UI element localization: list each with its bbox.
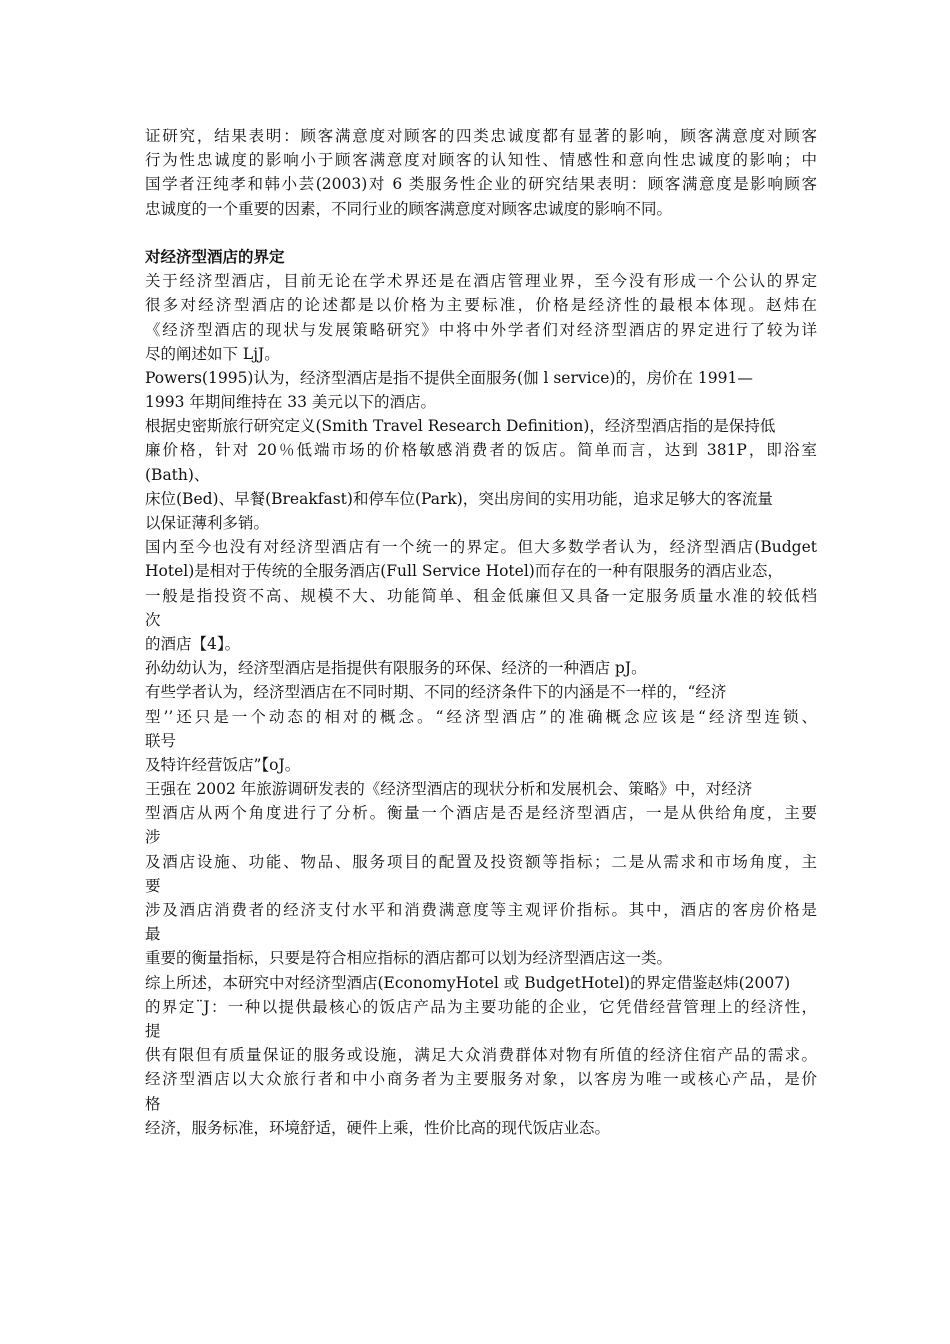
text-line: 国内至今也没有对经济型酒店有一个统一的界定。但大多数学者认为，经济型酒店(Budget: [145, 538, 817, 557]
text-line: 联号: [145, 731, 177, 750]
text-line: 的界定¨J：一种以提供最核心的饭店产品为主要功能的企业，它凭借经营管理上的经济性，: [145, 997, 817, 1016]
paragraph-gap: [145, 221, 817, 245]
text-line: 型酒店从两个角度进行了分析。衡量一个酒店是否是经济型酒店，一是从供给角度，主要: [145, 804, 817, 823]
text-line: 根据史密斯旅行研究定义(Smith Travel Research Definition)，经济型酒店指的是保持低: [145, 417, 776, 436]
text-line: 1993 年期间维持在 33 美元以下的酒店。: [145, 393, 436, 412]
text-line: 涉: [145, 828, 161, 847]
text-line: 要: [145, 876, 161, 895]
text-line: Powers(1995)认为，经济型酒店是指不提供全面服务(伽 l service)的，房价在 1991—: [145, 368, 753, 387]
section-body: [145, 269, 817, 1140]
text-line: 廉价格，针对 20％低端市场的价格敏感消费者的饭店。简单而言，达到 381P，即浴室: [145, 441, 817, 460]
text-line: 证研究，结果表明：顾客满意度对顾客的四类忠诚度都有显著的影响，顾客满意度对顾客: [145, 127, 817, 145]
text-line: 忠诚度的一个重要的因素，不同行业的顾客满意度对顾客忠诚度的影响不同。: [145, 199, 673, 218]
text-line: 提: [145, 1021, 161, 1040]
text-line: 以保证薄利多销。: [145, 514, 270, 532]
text-line: 一般是指投资不高、规模不大、功能简单、租金低廉但又具备一定服务质量水准的较低档: [145, 586, 817, 605]
text-line: 格: [145, 1094, 161, 1113]
text-line: 涉及酒店消费者的经济支付水平和消费满意度等主观评价指标。其中，酒店的客房价格是: [145, 901, 817, 919]
text-line: 重要的衡量指标，只要是符合相应指标的酒店都可以划为经济型酒店这一类。: [145, 949, 673, 968]
text-line: 尽的阐述如下 LjJ。: [145, 344, 280, 363]
text-line: 床位(Bed)、早餐(Breakfast)和停车位(Park)，突出房间的实用功能，追求足够大的客流量: [145, 489, 773, 508]
text-line: 及特许经营饭店”【oJ。: [145, 755, 301, 774]
text-line: 供有限但有质量保证的服务或设施，满足大众消费群体对物有所值的经济住宿产品的需求。: [145, 1046, 817, 1065]
text-line: 型’’还只是一个动态的相对的概念。“经济型酒店”的准确概念应该是“经济型连锁、: [145, 707, 817, 726]
text-line: Hotel)是相对于传统的全服务酒店(Full Service Hotel)而存在的一种有限服务的酒店业态，: [145, 562, 783, 581]
text-line: 很多对经济型酒店的论述都是以价格为主要标准，价格是经济性的最根本体现。赵炜在: [145, 296, 817, 315]
text-line: 综上所述，本研究中对经济型酒店(EconomyHotel 或 BudgetHotel)的界定借鉴赵炜(2007): [145, 973, 791, 992]
text-line: 《经济型酒店的现状与发展策略研究》中将中外学者们对经济型酒店的界定进行了较为详: [145, 320, 817, 339]
text-line: 国学者汪纯孝和韩小芸(2003)对 6 类服务性企业的研究结果表明：顾客满意度是影响顾客: [145, 175, 817, 194]
text-line: 王强在 2002 年旅游调研发表的《经济型酒店的现状分析和发展机会、策略》中，对经济: [145, 780, 753, 799]
section-heading: 对经济型酒店的界定: [145, 246, 285, 266]
text-line: 的酒店【4】。: [145, 634, 241, 653]
text-line: 孙幼幼认为，经济型酒店是指提供有限服务的环保、经济的一种酒店 pJ。: [145, 659, 647, 678]
text-line: 经济，服务标准，环境舒适，硬件上乘，性价比高的现代饭店业态。: [145, 1118, 611, 1137]
text-line: (Bath)、: [145, 465, 210, 484]
text-line: 及酒店设施、功能、物品、服务项目的配置及投资额等指标；二是从需求和市场角度，主: [145, 852, 817, 871]
text-line: 经济型酒店以大众旅行者和中小商务者为主要服务对象，以客房为唯一或核心产品，是价: [145, 1070, 817, 1089]
text-line: 行为性忠诚度的影响小于顾客满意度对顾客的认知性、情感性和意向性忠诚度的影响；中: [145, 151, 817, 170]
text-line: 次: [145, 610, 161, 629]
intro-paragraph: [145, 124, 817, 221]
text-line: 关于经济型酒店，目前无论在学术界还是在酒店管理业界，至今没有形成一个公认的界定: [145, 272, 817, 291]
text-line: 最: [145, 925, 161, 944]
text-line: 有些学者认为，经济型酒店在不同时期、不同的经济条件下的内涵是不一样的，“经济: [145, 683, 727, 702]
document-page: [145, 124, 817, 1140]
